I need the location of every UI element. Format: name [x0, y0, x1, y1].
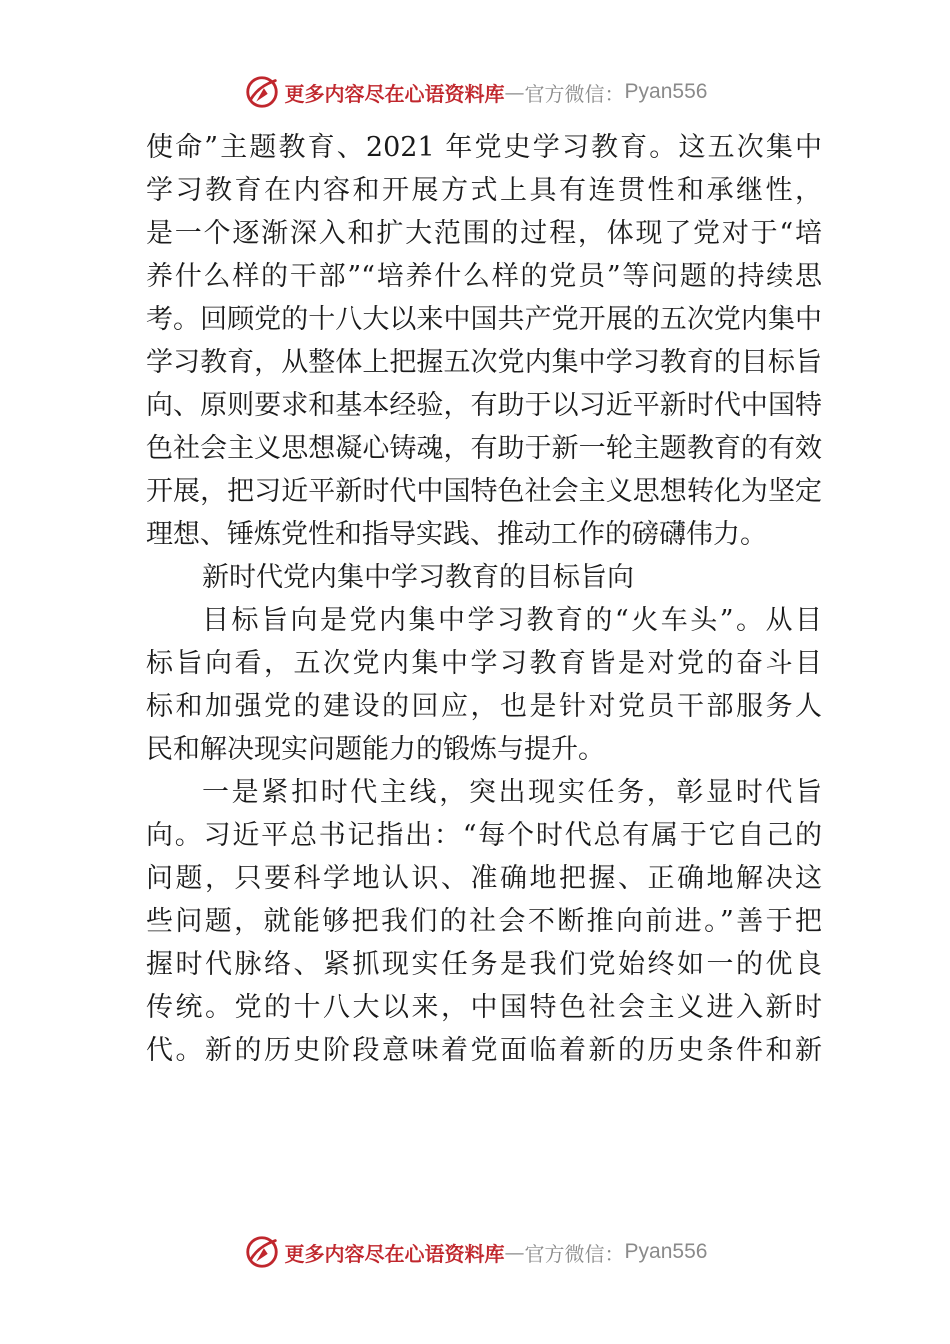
body-line: 理想、锤炼党性和指导实践、推动工作的磅礴伟力。: [146, 519, 767, 550]
body-line: 一是紧扣时代主线，突出现实任务，彰显时代旨: [202, 777, 822, 808]
header-banner-inner: [243, 73, 708, 111]
body-line: 问题，只要科学地认识、准确地把握、正确地解决这: [146, 863, 822, 894]
footer-library-text: 更多内容尽在心语资料库: [284, 1241, 505, 1266]
body-line: 学习教育，从整体上把握五次党内集中学习教育的目标旨: [146, 347, 822, 378]
footer-banner: [0, 1230, 950, 1274]
library-logo-icon: [243, 73, 281, 111]
body-line: 代。新的历史阶段意味着党面临着新的历史条件和新: [146, 1035, 822, 1066]
body-line: 开展，把习近平新时代中国特色社会主义思想转化为坚定: [146, 476, 822, 507]
document-body: [146, 126, 822, 1072]
body-line: 握时代脉络、紧抓现实任务是我们党始终如一的优良: [146, 949, 822, 980]
section-heading: 新时代党内集中学习教育的目标旨向: [202, 562, 634, 593]
header-library-text: 更多内容尽在心语资料库: [284, 81, 505, 106]
body-line: 是一个逐渐深入和扩大范围的过程，体现了党对于“培: [146, 218, 822, 249]
body-line: 些问题，就能够把我们的社会不断推向前进。”善于把: [146, 906, 822, 937]
body-line: 色社会主义思想凝心铸魂，有助于新一轮主题教育的有效: [146, 433, 822, 464]
header-separator: —: [504, 80, 525, 104]
header-wechat-id: Pyan556: [624, 80, 708, 103]
header-banner: [0, 70, 950, 114]
body-line: 向、原则要求和基本经验，有助于以习近平新时代中国特: [146, 390, 822, 421]
library-logo-icon: [243, 1233, 281, 1271]
footer-wechat-id: Pyan556: [624, 1240, 708, 1263]
body-line: 养什么样的干部”“培养什么样的党员”等问题的持续思: [146, 261, 822, 292]
footer-wechat-label: 官方微信：: [524, 1241, 625, 1266]
body-line: 目标旨向是党内集中学习教育的“火车头”。从目: [202, 605, 822, 636]
body-line: 传统。党的十八大以来，中国特色社会主义进入新时: [146, 992, 822, 1023]
body-line: 考。回顾党的十八大以来中国共产党开展的五次党内集中: [146, 304, 822, 335]
footer-separator: —: [504, 1240, 525, 1264]
body-line: 民和解决现实问题能力的锻炼与提升。: [146, 734, 605, 765]
header-wechat-label: 官方微信：: [524, 81, 625, 106]
body-line: 标和加强党的建设的回应，也是针对党员干部服务人: [146, 691, 822, 722]
body-line: 标旨向看，五次党内集中学习教育皆是对党的奋斗目: [146, 648, 822, 679]
body-line: 向。习近平总书记指出：“每个时代总有属于它自己的: [146, 820, 822, 851]
body-line: 学习教育在内容和开展方式上具有连贯性和承继性，: [146, 175, 822, 206]
footer-banner-inner: [243, 1233, 708, 1271]
body-line: 使命”主题教育、2021 年党史学习教育。这五次集中: [146, 132, 822, 163]
